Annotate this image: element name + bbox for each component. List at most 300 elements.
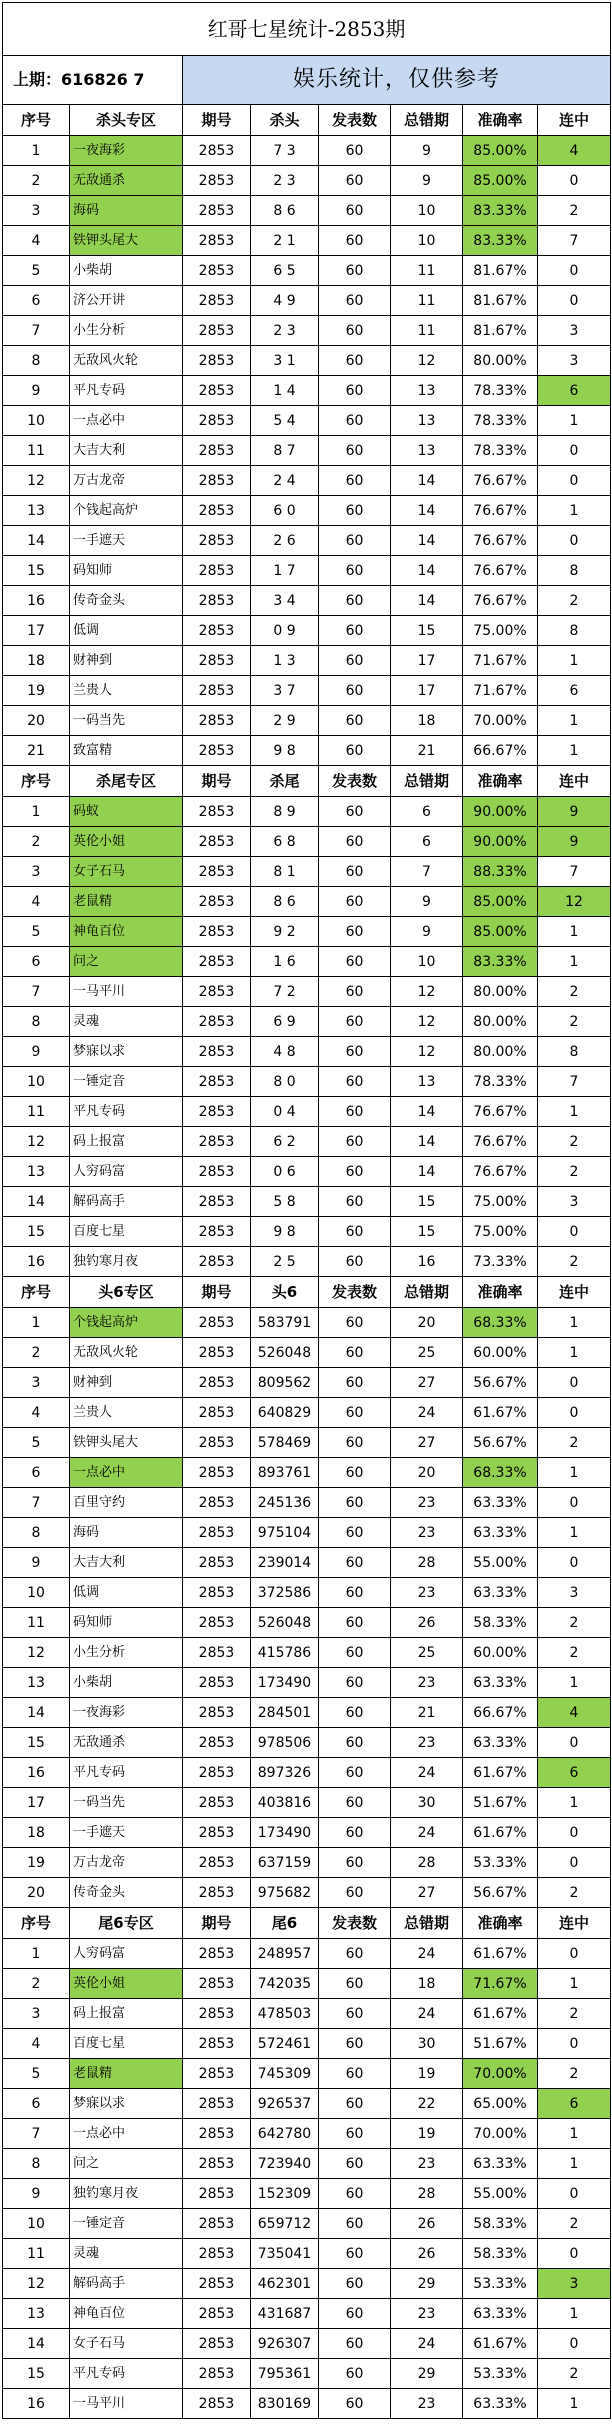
- row-streak: 2: [538, 1638, 611, 1668]
- row-value: 0 9: [251, 616, 319, 646]
- row-streak: 2: [538, 2209, 611, 2239]
- row-errors: 21: [391, 1698, 463, 1728]
- row-index: 11: [3, 2239, 70, 2269]
- row-index: 17: [3, 1788, 70, 1818]
- row-name: 无敌风火轮: [70, 346, 183, 376]
- row-issue: 2853: [183, 1338, 251, 1368]
- row-issue: 2853: [183, 1428, 251, 1458]
- row-issue: 2853: [183, 1638, 251, 1668]
- row-errors: 28: [391, 1548, 463, 1578]
- row-issue: 2853: [183, 1518, 251, 1548]
- row-index: 16: [3, 1247, 70, 1277]
- row-streak: 0: [538, 526, 611, 556]
- table-row: [3, 376, 611, 406]
- row-published: 60: [319, 1488, 391, 1518]
- row-value: 2 1: [251, 226, 319, 256]
- row-errors: 13: [391, 406, 463, 436]
- row-name: 传奇金头: [70, 1878, 183, 1908]
- row-accuracy: 56.67%: [463, 1428, 538, 1458]
- row-published: 60: [319, 616, 391, 646]
- header-errors: 总错期: [391, 1277, 463, 1308]
- row-issue: 2853: [183, 1848, 251, 1878]
- row-issue: 2853: [183, 376, 251, 406]
- table-row: [3, 1247, 611, 1277]
- row-name: 财神到: [70, 646, 183, 676]
- row-value: 975682: [251, 1878, 319, 1908]
- row-published: 60: [319, 1818, 391, 1848]
- header-published: 发表数: [319, 1277, 391, 1308]
- row-name: 小柴胡: [70, 256, 183, 286]
- row-errors: 11: [391, 256, 463, 286]
- table-row: [3, 1007, 611, 1037]
- row-issue: 2853: [183, 1127, 251, 1157]
- row-name: 独钓寒月夜: [70, 2179, 183, 2209]
- row-streak: 7: [538, 1067, 611, 1097]
- row-streak: 2: [538, 2359, 611, 2389]
- row-published: 60: [319, 887, 391, 917]
- row-errors: 14: [391, 586, 463, 616]
- row-value: 723940: [251, 2149, 319, 2179]
- row-value: 3 7: [251, 676, 319, 706]
- section-header-row: [3, 1277, 611, 1308]
- row-index: 8: [3, 1518, 70, 1548]
- row-name: 兰贵人: [70, 1398, 183, 1428]
- row-errors: 28: [391, 2179, 463, 2209]
- row-errors: 6: [391, 827, 463, 857]
- row-index: 3: [3, 1999, 70, 2029]
- row-streak: 0: [538, 1368, 611, 1398]
- row-accuracy: 83.33%: [463, 196, 538, 226]
- row-published: 60: [319, 1939, 391, 1969]
- row-name: 海码: [70, 1518, 183, 1548]
- row-accuracy: 55.00%: [463, 2179, 538, 2209]
- row-issue: 2853: [183, 2299, 251, 2329]
- row-value: 8 6: [251, 887, 319, 917]
- row-accuracy: 56.67%: [463, 1368, 538, 1398]
- row-published: 60: [319, 256, 391, 286]
- row-streak: 9: [538, 827, 611, 857]
- row-value: 415786: [251, 1638, 319, 1668]
- row-published: 60: [319, 917, 391, 947]
- row-streak: 3: [538, 346, 611, 376]
- row-errors: 9: [391, 136, 463, 166]
- row-value: 6 5: [251, 256, 319, 286]
- row-published: 60: [319, 1458, 391, 1488]
- row-accuracy: 75.00%: [463, 1187, 538, 1217]
- row-published: 60: [319, 857, 391, 887]
- row-streak: 1: [538, 1969, 611, 1999]
- row-index: 2: [3, 166, 70, 196]
- row-published: 60: [319, 1969, 391, 1999]
- row-streak: 1: [538, 1308, 611, 1338]
- row-index: 18: [3, 646, 70, 676]
- row-accuracy: 63.33%: [463, 1578, 538, 1608]
- row-name: 一点必中: [70, 1458, 183, 1488]
- row-index: 6: [3, 286, 70, 316]
- row-name: 人穷码富: [70, 1939, 183, 1969]
- row-index: 9: [3, 1548, 70, 1578]
- table-row: [3, 887, 611, 917]
- row-name: 一点必中: [70, 406, 183, 436]
- row-errors: 23: [391, 1518, 463, 1548]
- row-value: 1 3: [251, 646, 319, 676]
- table-row: [3, 1067, 611, 1097]
- table-row: [3, 857, 611, 887]
- row-accuracy: 76.67%: [463, 586, 538, 616]
- header-value: 杀头: [251, 105, 319, 136]
- row-accuracy: 58.33%: [463, 2239, 538, 2269]
- title-row: [3, 3, 611, 56]
- row-value: 9 2: [251, 917, 319, 947]
- row-errors: 24: [391, 1818, 463, 1848]
- row-name: 小柴胡: [70, 1668, 183, 1698]
- row-errors: 10: [391, 226, 463, 256]
- row-errors: 15: [391, 1187, 463, 1217]
- header-section: 尾6专区: [70, 1908, 183, 1939]
- row-name: 解码高手: [70, 2269, 183, 2299]
- row-accuracy: 61.67%: [463, 2329, 538, 2359]
- row-name: 个钱起高炉: [70, 496, 183, 526]
- row-name: 大吉大利: [70, 436, 183, 466]
- row-name: 低调: [70, 616, 183, 646]
- row-value: 462301: [251, 2269, 319, 2299]
- row-index: 15: [3, 556, 70, 586]
- row-index: 20: [3, 706, 70, 736]
- row-errors: 9: [391, 166, 463, 196]
- row-index: 9: [3, 1037, 70, 1067]
- row-issue: 2853: [183, 1217, 251, 1247]
- row-accuracy: 85.00%: [463, 917, 538, 947]
- row-index: 9: [3, 2179, 70, 2209]
- row-issue: 2853: [183, 406, 251, 436]
- row-errors: 20: [391, 1458, 463, 1488]
- row-streak: 6: [538, 2089, 611, 2119]
- row-issue: 2853: [183, 586, 251, 616]
- row-streak: 1: [538, 1097, 611, 1127]
- row-index: 9: [3, 376, 70, 406]
- row-value: 173490: [251, 1668, 319, 1698]
- row-published: 60: [319, 797, 391, 827]
- section-header-row: [3, 1908, 611, 1939]
- row-accuracy: 63.33%: [463, 1518, 538, 1548]
- row-published: 60: [319, 947, 391, 977]
- row-errors: 17: [391, 646, 463, 676]
- row-errors: 9: [391, 887, 463, 917]
- row-streak: 1: [538, 1518, 611, 1548]
- table-row: [3, 2239, 611, 2269]
- row-value: 239014: [251, 1548, 319, 1578]
- row-errors: 23: [391, 1668, 463, 1698]
- header-issue: 期号: [183, 1277, 251, 1308]
- row-streak: 1: [538, 406, 611, 436]
- row-accuracy: 76.67%: [463, 496, 538, 526]
- row-published: 60: [319, 1758, 391, 1788]
- row-issue: 2853: [183, 1368, 251, 1398]
- row-accuracy: 78.33%: [463, 406, 538, 436]
- row-errors: 15: [391, 1217, 463, 1247]
- row-value: 897326: [251, 1758, 319, 1788]
- row-streak: 2: [538, 977, 611, 1007]
- row-issue: 2853: [183, 346, 251, 376]
- row-errors: 13: [391, 436, 463, 466]
- row-accuracy: 68.33%: [463, 1458, 538, 1488]
- row-accuracy: 71.67%: [463, 646, 538, 676]
- table-row: [3, 1608, 611, 1638]
- row-accuracy: 80.00%: [463, 1037, 538, 1067]
- table-row: [3, 1097, 611, 1127]
- row-value: 830169: [251, 2389, 319, 2419]
- row-accuracy: 66.67%: [463, 736, 538, 766]
- table-row: [3, 947, 611, 977]
- row-errors: 29: [391, 2359, 463, 2389]
- row-errors: 24: [391, 1758, 463, 1788]
- row-value: 1 7: [251, 556, 319, 586]
- table-row: [3, 1758, 611, 1788]
- row-value: 478503: [251, 1999, 319, 2029]
- row-streak: 2: [538, 1157, 611, 1187]
- row-accuracy: 58.33%: [463, 1608, 538, 1638]
- row-issue: 2853: [183, 436, 251, 466]
- header-index: 序号: [3, 766, 70, 797]
- sheet-title: 红哥七星统计-2853期: [3, 3, 611, 56]
- header-issue: 期号: [183, 105, 251, 136]
- row-index: 8: [3, 2149, 70, 2179]
- row-accuracy: 76.67%: [463, 1157, 538, 1187]
- row-value: 526048: [251, 1338, 319, 1368]
- row-errors: 30: [391, 1788, 463, 1818]
- row-accuracy: 76.67%: [463, 1127, 538, 1157]
- table-row: [3, 2329, 611, 2359]
- row-index: 2: [3, 827, 70, 857]
- header-value: 杀尾: [251, 766, 319, 797]
- row-name: 一码当先: [70, 706, 183, 736]
- row-accuracy: 70.00%: [463, 706, 538, 736]
- table-row: [3, 827, 611, 857]
- row-index: 16: [3, 1758, 70, 1788]
- row-index: 13: [3, 1157, 70, 1187]
- row-index: 7: [3, 316, 70, 346]
- row-value: 3 4: [251, 586, 319, 616]
- table-row: [3, 1548, 611, 1578]
- row-errors: 23: [391, 1578, 463, 1608]
- row-name: 一锤定音: [70, 2209, 183, 2239]
- row-value: 978506: [251, 1728, 319, 1758]
- table-row: [3, 406, 611, 436]
- row-published: 60: [319, 2059, 391, 2089]
- row-accuracy: 85.00%: [463, 887, 538, 917]
- row-name: 灵魂: [70, 1007, 183, 1037]
- table-row: [3, 706, 611, 736]
- row-issue: 2853: [183, 256, 251, 286]
- row-streak: 6: [538, 376, 611, 406]
- row-errors: 18: [391, 1969, 463, 1999]
- row-issue: 2853: [183, 1037, 251, 1067]
- row-errors: 26: [391, 2239, 463, 2269]
- row-errors: 19: [391, 2119, 463, 2149]
- row-errors: 20: [391, 1308, 463, 1338]
- row-issue: 2853: [183, 286, 251, 316]
- row-published: 60: [319, 1638, 391, 1668]
- row-name: 英伦小姐: [70, 1969, 183, 1999]
- table-row: [3, 1999, 611, 2029]
- row-issue: 2853: [183, 676, 251, 706]
- row-issue: 2853: [183, 2359, 251, 2389]
- row-accuracy: 63.33%: [463, 1728, 538, 1758]
- row-streak: 1: [538, 736, 611, 766]
- row-index: 15: [3, 2359, 70, 2389]
- row-streak: 0: [538, 2029, 611, 2059]
- row-index: 7: [3, 1488, 70, 1518]
- row-streak: 0: [538, 1939, 611, 1969]
- row-errors: 25: [391, 1638, 463, 1668]
- row-streak: 0: [538, 1217, 611, 1247]
- row-value: 1 6: [251, 947, 319, 977]
- row-issue: 2853: [183, 1969, 251, 1999]
- row-index: 12: [3, 466, 70, 496]
- row-streak: 0: [538, 436, 611, 466]
- table-row: [3, 526, 611, 556]
- previous-result: 上期：616826 7: [3, 56, 183, 105]
- row-published: 60: [319, 1578, 391, 1608]
- row-issue: 2853: [183, 2029, 251, 2059]
- row-streak: 0: [538, 256, 611, 286]
- row-index: 21: [3, 736, 70, 766]
- table-row: [3, 556, 611, 586]
- row-name: 人穷码富: [70, 1157, 183, 1187]
- table-row: [3, 1788, 611, 1818]
- row-name: 解码高手: [70, 1187, 183, 1217]
- row-value: 975104: [251, 1518, 319, 1548]
- row-streak: 1: [538, 1458, 611, 1488]
- row-index: 13: [3, 2299, 70, 2329]
- row-accuracy: 88.33%: [463, 857, 538, 887]
- table-row: [3, 226, 611, 256]
- row-published: 60: [319, 136, 391, 166]
- row-value: 659712: [251, 2209, 319, 2239]
- row-accuracy: 75.00%: [463, 1217, 538, 1247]
- row-accuracy: 56.67%: [463, 1878, 538, 1908]
- header-streak: 连中: [538, 105, 611, 136]
- header-index: 序号: [3, 105, 70, 136]
- table-row: [3, 2389, 611, 2419]
- table-row: [3, 2209, 611, 2239]
- row-value: 742035: [251, 1969, 319, 1999]
- row-accuracy: 83.33%: [463, 226, 538, 256]
- row-published: 60: [319, 736, 391, 766]
- row-published: 60: [319, 1037, 391, 1067]
- row-streak: 2: [538, 586, 611, 616]
- header-value: 头6: [251, 1277, 319, 1308]
- row-streak: 0: [538, 2179, 611, 2209]
- table-row: [3, 316, 611, 346]
- table-row: [3, 1848, 611, 1878]
- row-index: 11: [3, 436, 70, 466]
- row-index: 10: [3, 2209, 70, 2239]
- row-index: 5: [3, 2059, 70, 2089]
- row-accuracy: 61.67%: [463, 1999, 538, 2029]
- row-errors: 19: [391, 2059, 463, 2089]
- row-accuracy: 61.67%: [463, 1758, 538, 1788]
- row-value: 403816: [251, 1788, 319, 1818]
- row-name: 灵魂: [70, 2239, 183, 2269]
- row-accuracy: 51.67%: [463, 1788, 538, 1818]
- row-index: 6: [3, 1458, 70, 1488]
- row-accuracy: 61.67%: [463, 1398, 538, 1428]
- row-accuracy: 61.67%: [463, 1939, 538, 1969]
- table-row: [3, 586, 611, 616]
- row-issue: 2853: [183, 706, 251, 736]
- row-streak: 1: [538, 1788, 611, 1818]
- row-issue: 2853: [183, 1999, 251, 2029]
- row-accuracy: 66.67%: [463, 1698, 538, 1728]
- row-value: 893761: [251, 1458, 319, 1488]
- row-value: 4 9: [251, 286, 319, 316]
- table-row: [3, 2179, 611, 2209]
- row-name: 海码: [70, 196, 183, 226]
- row-accuracy: 70.00%: [463, 2119, 538, 2149]
- row-value: 8 6: [251, 196, 319, 226]
- row-streak: 3: [538, 1578, 611, 1608]
- row-streak: 0: [538, 1728, 611, 1758]
- row-issue: 2853: [183, 1157, 251, 1187]
- row-accuracy: 76.67%: [463, 466, 538, 496]
- row-published: 60: [319, 2359, 391, 2389]
- row-value: 6 0: [251, 496, 319, 526]
- row-value: 4 8: [251, 1037, 319, 1067]
- row-name: 码上报富: [70, 1999, 183, 2029]
- table-row: [3, 977, 611, 1007]
- row-streak: 12: [538, 887, 611, 917]
- row-issue: 2853: [183, 1698, 251, 1728]
- row-value: 642780: [251, 2119, 319, 2149]
- row-issue: 2853: [183, 1247, 251, 1277]
- row-streak: 0: [538, 166, 611, 196]
- row-accuracy: 85.00%: [463, 136, 538, 166]
- row-name: 问之: [70, 2149, 183, 2179]
- row-streak: 7: [538, 857, 611, 887]
- row-issue: 2853: [183, 556, 251, 586]
- row-streak: 4: [538, 136, 611, 166]
- row-errors: 16: [391, 1247, 463, 1277]
- table-row: [3, 346, 611, 376]
- row-streak: 1: [538, 2119, 611, 2149]
- row-index: 2: [3, 1969, 70, 1999]
- row-accuracy: 80.00%: [463, 1007, 538, 1037]
- row-name: 一夜海彩: [70, 1698, 183, 1728]
- row-published: 60: [319, 1608, 391, 1638]
- row-index: 5: [3, 917, 70, 947]
- table-row: [3, 2119, 611, 2149]
- table-row: [3, 646, 611, 676]
- row-streak: 0: [538, 286, 611, 316]
- row-published: 60: [319, 2119, 391, 2149]
- row-accuracy: 60.00%: [463, 1338, 538, 1368]
- row-value: 2 5: [251, 1247, 319, 1277]
- row-issue: 2853: [183, 2179, 251, 2209]
- table-row: [3, 1488, 611, 1518]
- row-errors: 26: [391, 2209, 463, 2239]
- row-published: 60: [319, 1187, 391, 1217]
- row-index: 13: [3, 496, 70, 526]
- row-value: 8 0: [251, 1067, 319, 1097]
- row-streak: 2: [538, 2059, 611, 2089]
- row-issue: 2853: [183, 1097, 251, 1127]
- row-value: 926307: [251, 2329, 319, 2359]
- row-errors: 14: [391, 1127, 463, 1157]
- row-name: 平凡专码: [70, 2359, 183, 2389]
- header-streak: 连中: [538, 766, 611, 797]
- row-streak: 6: [538, 676, 611, 706]
